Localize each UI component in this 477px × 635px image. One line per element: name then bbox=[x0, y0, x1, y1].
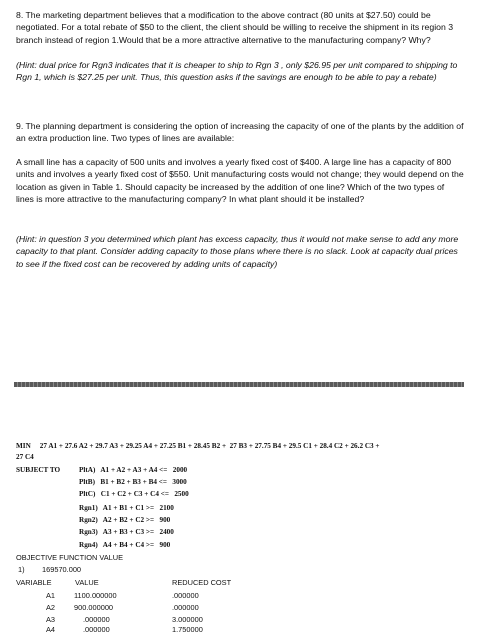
table-cell-value: .000000 bbox=[83, 615, 110, 624]
table-cell-variable: A2 bbox=[46, 603, 56, 612]
question-9-details: A small line has a capacity of 500 units and involves a yearly fixed cost of $400. A large line has a capacity of 800 units and involves a yearly fixed cost of $550. Unit manufacturing costs would not change; they would depend on the location as given in Table 1. Should capacity be increased by the addition of one line? Which of the two types of lines is more attractive to the manufacturing company? In what plant should it be installed? bbox=[16, 157, 464, 205]
constraint: PltB) B1 + B2 + B3 + B4 <= 3000 bbox=[79, 478, 187, 486]
column-header-reduced-cost: REDUCED COST bbox=[172, 578, 232, 587]
constraint: Rgn3) A3 + B3 + C3 >= 2400 bbox=[79, 528, 174, 536]
table-cell-reduced-cost: .000000 bbox=[172, 591, 199, 600]
objective-label: OBJECTIVE FUNCTION VALUE bbox=[16, 553, 124, 562]
table-cell-variable: A3 bbox=[46, 615, 56, 624]
table-cell-variable: A1 bbox=[46, 591, 56, 600]
objective-function: MIN 27 A1 + 27.6 A2 + 29.7 A3 + 29.25 A4 + 27.25 B1 + 28.45 B2 + 27 B3 + 27.75 B4 + 29.5 C1 + 28.4 C2 + 26.2 C3 + bbox=[16, 442, 380, 450]
objective-index: 1) bbox=[18, 565, 25, 574]
objective-function-cont: 27 C4 bbox=[16, 453, 34, 461]
subject-to-label: SUBJECT TO bbox=[16, 466, 61, 474]
table-cell-variable: A4 bbox=[46, 625, 56, 634]
question-8: 8. The marketing department believes that a modification to the above contract (80 units at $27.50) could be negotiated. For a total rebate of $50 to the client, the client should be willing to receive the shipment in its region 3 branch instead of region 1.Would that be a more attractive alternative to the manufacturing company? Why? bbox=[16, 10, 454, 45]
constraint: PltA) A1 + A2 + A3 + A4 <= 2000 bbox=[79, 466, 188, 474]
constraint: Rgn2) A2 + B2 + C2 >= 900 bbox=[79, 516, 171, 524]
table-cell-value: .000000 bbox=[83, 625, 110, 634]
section-divider bbox=[14, 382, 464, 387]
question-9: 9. The planning department is considering the option of increasing the capacity of one of the plants by the addition of an extra production line. Two types of lines are available: bbox=[16, 121, 464, 144]
constraint: Rgn1) A1 + B1 + C1 >= 2100 bbox=[79, 504, 174, 512]
table-cell-reduced-cost: .000000 bbox=[172, 603, 199, 612]
constraint: Rgn4) A4 + B4 + C4 >= 900 bbox=[79, 541, 171, 549]
table-cell-reduced-cost: 1.750000 bbox=[172, 625, 203, 634]
objective-value: 169570.000 bbox=[42, 565, 82, 574]
column-header-variable: VARIABLE bbox=[16, 578, 52, 587]
table-cell-value: 1100.000000 bbox=[74, 591, 117, 600]
table-cell-value: 900.000000 bbox=[74, 603, 114, 612]
question-8-hint: (Hint: dual price for Rgn3 indicates that it is cheaper to ship to Rgn 3 , only $26.95 per unit compared to shipping to Rgn 1, which is $27.25 per unit. Thus, this question asks if the savings are enough to be able to pay a rebate) bbox=[16, 60, 458, 83]
constraint: PltC) C1 + C2 + C3 + C4 <= 2500 bbox=[79, 490, 189, 498]
question-9-hint: (Hint: in question 3 you determined which plant has excess capacity, thus it would not make sense to add any more capacity to that plant. Consider adding capacity to those plans where there is no slack. Look at capacity dual prices to see if the fixed cost can be recovered by adding units of capacity) bbox=[16, 234, 459, 269]
column-header-value: VALUE bbox=[75, 578, 99, 587]
table-cell-reduced-cost: 3.000000 bbox=[172, 615, 203, 624]
